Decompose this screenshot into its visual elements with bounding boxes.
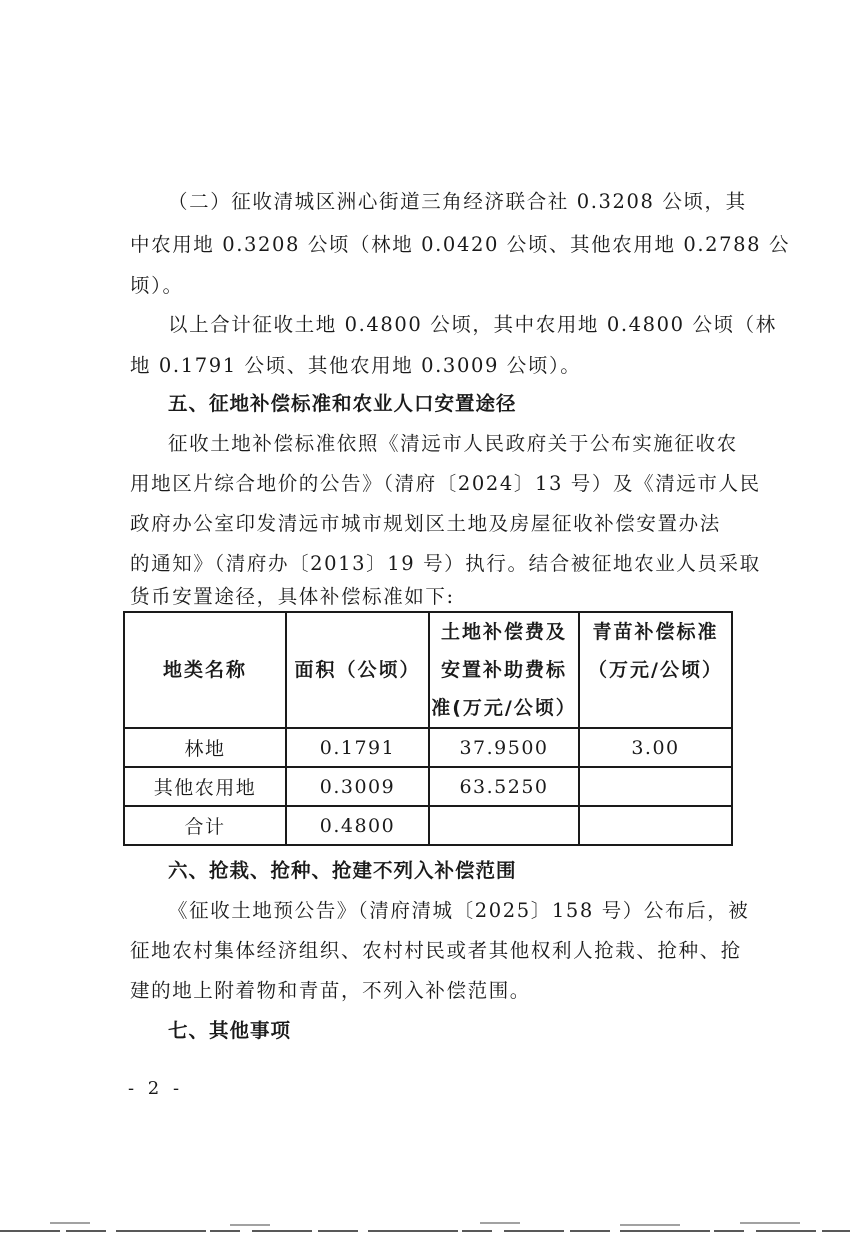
cell-type: 林地 xyxy=(124,728,286,767)
paragraph-line: 中农用地 0.3208 公顷（林地 0.0420 公顷、其他农用地 0.2788 公 xyxy=(130,233,791,256)
paragraph-line: 征地农村集体经济组织、农村村民或者其他权利人抢栽、抢种、抢 xyxy=(130,939,742,962)
paragraph-line: 《征收土地预公告》（清府清城〔2025〕158 号）公布后，被 xyxy=(168,899,750,922)
cell-crop-comp xyxy=(579,806,732,845)
scan-edge-artifact xyxy=(0,1205,850,1235)
section-heading-6: 六、抢栽、抢种、抢建不列入补偿范围 xyxy=(168,859,517,882)
cell-area: 0.1791 xyxy=(286,728,429,767)
cell-area: 0.4800 xyxy=(286,806,429,845)
section-heading-5: 五、征地补偿标准和农业人口安置途径 xyxy=(168,392,517,415)
table-row xyxy=(124,767,732,806)
paragraph-line: 货币安置途径，具体补偿标准如下: xyxy=(130,585,455,608)
header-line: （万元/公顷） xyxy=(588,659,723,681)
header-line: 安置补助费标 xyxy=(440,659,567,681)
header-line: 准(万元/公顷） xyxy=(431,697,577,719)
paragraph-line: 用地区片综合地价的公告》（清府〔2024〕13 号）及《清远市人民 xyxy=(130,472,761,495)
paragraph-line: 政府办公室印发清远市城市规划区土地及房屋征收补偿安置办法 xyxy=(130,512,721,535)
header-line: 土地补偿费及 xyxy=(440,621,567,643)
header-line: 青苗补偿标准 xyxy=(592,621,719,643)
compensation-table xyxy=(123,611,733,846)
table-header-row xyxy=(124,612,732,728)
paragraph-line: 的通知》（清府办〔2013〕19 号）执行。结合被征地农业人员采取 xyxy=(130,552,761,575)
cell-type: 其他农用地 xyxy=(124,767,286,806)
paragraph-line: 建的地上附着物和青苗，不列入补偿范围。 xyxy=(130,979,531,1002)
table-row xyxy=(124,728,732,767)
cell-land-comp xyxy=(429,806,579,845)
header-area: 面积（公顷） xyxy=(286,612,429,728)
page-number: - 2 - xyxy=(128,1078,184,1099)
paragraph-line: 地 0.1791 公顷、其他农用地 0.3009 公顷）。 xyxy=(130,354,582,377)
paragraph-line: （二）征收清城区洲心街道三角经济联合社 0.3208 公顷，其 xyxy=(168,190,747,213)
cell-land-comp: 63.5250 xyxy=(429,767,579,806)
section-heading-7: 七、其他事项 xyxy=(168,1019,292,1042)
cell-crop-comp xyxy=(579,767,732,806)
cell-type: 合计 xyxy=(124,806,286,845)
header-crop-compensation xyxy=(579,612,732,728)
cell-area: 0.3009 xyxy=(286,767,429,806)
paragraph-line: 征收土地补偿标准依照《清远市人民政府关于公布实施征收农 xyxy=(168,432,738,455)
cell-crop-comp: 3.00 xyxy=(579,728,732,767)
header-land-compensation xyxy=(429,612,579,728)
header-land-type: 地类名称 xyxy=(124,612,286,728)
cell-land-comp: 37.9500 xyxy=(429,728,579,767)
table-row xyxy=(124,806,732,845)
paragraph-line: 顷）。 xyxy=(130,274,184,297)
paragraph-line: 以上合计征收土地 0.4800 公顷，其中农用地 0.4800 公顷（林 xyxy=(168,313,777,336)
